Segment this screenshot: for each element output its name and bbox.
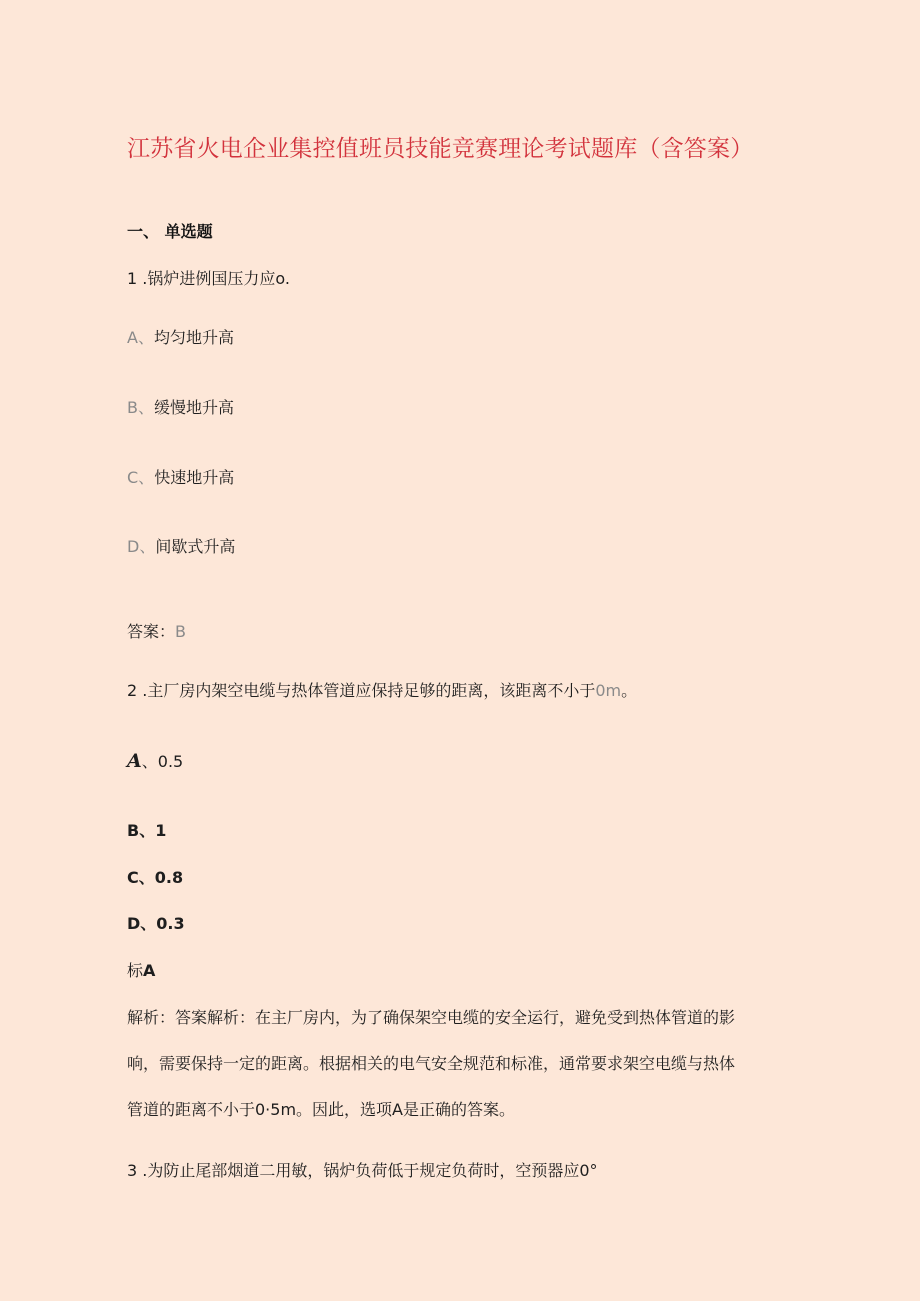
option-separator: 、 — [141, 752, 158, 771]
q2-option-c — [127, 870, 183, 886]
question-end: 。 — [621, 681, 638, 700]
option-letter: A — [127, 750, 142, 772]
explanation-line: 解析：答案解析：在主厂房内，为了确保架空电缆的安全运行，避免受到热体管道的影 — [127, 1008, 736, 1027]
answer-value: A — [143, 961, 156, 980]
option-text: 间歇式升高 — [155, 537, 236, 556]
question-text: .为防止尾部烟道二用敏，锅炉负荷低于规定负荷时，空预器应0° — [137, 1161, 598, 1180]
explanation-line: 管道的距离不小于0·5m。因此，选项A是正确的答案。 — [127, 1100, 515, 1119]
option-text: 缓慢地升高 — [154, 398, 235, 417]
question-number: 2 — [127, 681, 138, 700]
question-unit: 0m — [595, 681, 622, 700]
q1-option-b — [127, 400, 234, 416]
question-number: 3 — [127, 1161, 138, 1180]
question-1 — [127, 271, 290, 287]
option-text: 0.3 — [156, 914, 185, 933]
document-title: 江苏省火电企业集控值班员技能竞赛理论考试题库（含答案） — [127, 136, 754, 162]
option-separator: 、 — [137, 398, 154, 417]
option-letter: B — [127, 398, 138, 417]
option-separator: 、 — [137, 328, 154, 347]
q2-explanation — [127, 995, 777, 1133]
q2-option-d — [127, 916, 185, 932]
question-2 — [127, 683, 637, 699]
option-letter: C — [127, 868, 139, 887]
option-letter: D — [127, 537, 140, 556]
q1-option-c — [127, 470, 234, 486]
option-separator: 、 — [138, 468, 155, 487]
option-letter: A — [127, 328, 138, 347]
option-text: 均匀地升高 — [153, 328, 234, 347]
option-separator: 、 — [140, 914, 157, 933]
question-text: .主厂房内架空电缆与热体管道应保持足够的距离，该距离不小于 — [137, 681, 596, 700]
answer-value: B — [175, 622, 186, 641]
option-separator: 、 — [139, 821, 156, 840]
q2-option-a — [127, 752, 183, 771]
option-letter: D — [127, 914, 141, 933]
answer-label: 标 — [127, 961, 144, 980]
answer-label: 答案： — [127, 622, 176, 641]
question-number: 1 — [127, 269, 138, 288]
explanation-line: 响，需要保持一定的距离。根据相关的电气安全规范和标准，通常要求架空电缆与热体 — [127, 1054, 736, 1073]
question-text: .锅炉进例国压力应o. — [137, 269, 290, 288]
option-text: 1 — [155, 821, 167, 840]
option-letter: C — [127, 468, 139, 487]
option-separator: 、 — [138, 868, 155, 887]
q2-option-b — [127, 823, 166, 839]
question-3 — [127, 1163, 598, 1179]
q2-answer — [127, 963, 155, 979]
option-letter: B — [127, 821, 140, 840]
option-text: 快速地升高 — [154, 468, 235, 487]
section-heading: 一、 单选题 — [127, 222, 213, 241]
option-text: 0.5 — [157, 752, 184, 771]
option-separator: 、 — [139, 537, 156, 556]
q1-answer — [127, 624, 186, 640]
q1-option-d — [127, 539, 235, 555]
option-text: 0.8 — [154, 868, 184, 887]
q1-option-a — [127, 330, 234, 346]
